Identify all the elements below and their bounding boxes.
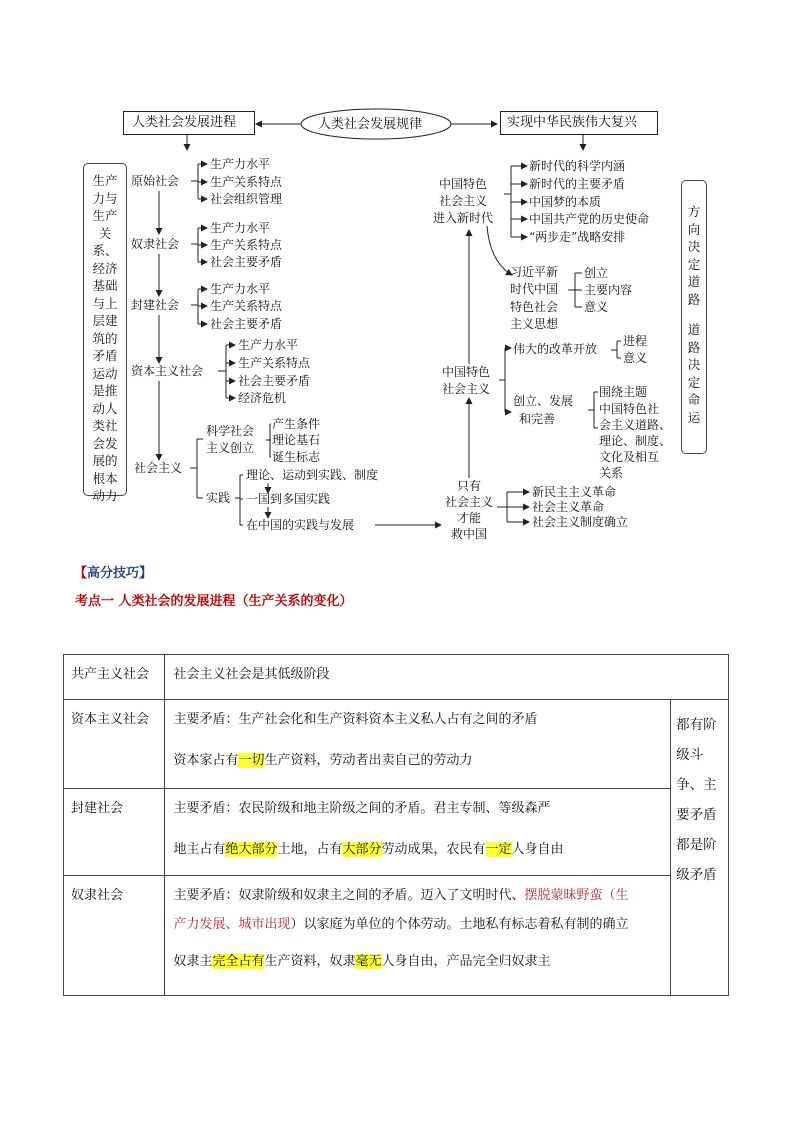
fundamental-driver-text: 生产力与生产关系、经济基础与上层建筑的矛盾运动是推动人类社会发展的根本动力 [92,173,118,503]
only-socialism-line: 救中国 [451,527,488,541]
highlight-segment: 完全占有 [212,954,265,969]
scientific-socialism-line1: 科学社会 [206,424,255,438]
new-era-item: “两步走”战略安排 [529,230,626,244]
only-socialism-line: 只有 [457,479,482,493]
xi-thought-line: 主义思想 [510,317,559,331]
capitalist-society-name: 资本主义社会 [71,712,150,727]
slave-ownership [165,932,670,969]
tip-heading: 【高分技巧】 [74,566,153,581]
establish-item: 会主义道路、 [599,418,672,432]
red-segment: 摆脱蒙昧野蛮 [524,888,603,903]
reform-label: 伟大的改革开放 [513,342,598,356]
establish-item: 中国特色社 [599,402,660,416]
xi-thought-line: 习近平新 [510,265,559,279]
row-name-cell [64,655,165,700]
text-segment: 劳动成果，农民有 [381,842,486,857]
text-segment: ）以家庭为单位的个体劳动。土地私有标志着私有制的确立 [290,917,629,932]
highlight-segment: 一切 [238,753,265,768]
row-name-cell [64,789,165,876]
xi-thought-line: 时代中国 [510,282,559,296]
feudal-society-name: 封建社会 [71,801,124,816]
sci-socialism-item: 产生条件 [272,417,321,431]
row-content-cell [165,876,671,996]
slave-contradiction [165,876,670,903]
row-content-cell [165,655,729,700]
practice-item: 在中国的实践与发展 [246,518,355,532]
slave-item: 生产关系特点 [210,238,283,252]
row-content-cell [165,700,671,789]
side-note: 都有阶级斗争、主要矛盾都是阶级矛盾 [676,717,717,883]
row-content-cell [165,789,671,876]
primitive-item: 生产力水平 [210,157,271,171]
slave-item: 社会主要矛盾 [210,255,283,269]
row-name-cell [64,700,165,789]
csc-line: 社会主义 [442,382,491,396]
communist-society-text: 社会主义社会是其低级阶段 [173,667,330,682]
text-segment: 主要矛盾：奴隶阶级和奴隶主之间的矛盾。迈入了文明时代、 [173,888,525,903]
establish-item: 文化及相互 [599,450,660,464]
csc-line: 中国特色 [442,365,491,379]
practice-item: 理论、运动到实践、制度 [246,468,379,482]
highlight-segment: 大部分 [342,842,382,857]
sci-socialism-item: 理论基石 [272,433,321,447]
text-segment: 人身自由 [511,842,564,857]
xi-thought-line: 特色社会 [510,300,559,314]
primitive-society: 原始社会 [131,174,180,188]
capitalist-contradiction: 主要矛盾：生产社会化和生产资料资本主义私人占有之间的矛盾 [173,712,538,727]
slave-item: 生产力水平 [210,221,271,235]
table-row [64,700,729,789]
right-vertical-box [681,180,707,454]
capitalist-society: 资本主义社会 [131,364,204,378]
text-segment: 奴隶主 [173,954,213,969]
only-socialism-line: 社会主义 [445,495,494,509]
primitive-item: 生产关系特点 [210,175,283,189]
practice-item: 一国到多国实践 [246,492,331,506]
capitalist-item: 生产力水平 [238,338,299,352]
capitalist-item: 经济危机 [238,391,287,405]
establish-line: 和完善 [519,412,556,426]
new-era-item: 中国共产党的历史使命 [529,212,650,226]
feudal-item: 生产力水平 [210,282,271,296]
table-row [64,876,729,996]
socialist-society: 社会主义 [134,461,183,475]
text-segment: 地主占有 [173,842,226,857]
highlight-segment: 毫无 [355,954,382,969]
new-era-line: 中国特色 [439,177,488,191]
only-socialism-line: 才能 [457,511,482,525]
left-vertical-box [83,163,127,503]
feudal-society: 封建社会 [131,298,180,312]
side-note-cell [671,700,729,996]
red-segment: 生 [615,888,629,903]
primitive-item: 社会组织管理 [210,192,283,206]
red-segment: 产力发展、城市出现 [173,917,291,932]
new-era-line: 进入新时代 [433,211,494,225]
capitalist-item: 生产关系特点 [238,356,311,370]
only-socialism-item: 社会主义制度确立 [532,515,629,529]
highlight-segment: 绝大部分 [225,842,278,857]
new-era-line: 社会主义 [439,194,488,208]
scientific-socialism-line2: 主义创立 [206,441,255,455]
feudal-ownership [165,816,670,857]
establish-line: 创立、发展 [513,394,574,408]
practice-label: 实践 [206,491,231,505]
text-segment: 生产资料，劳动者出卖自己的劳动力 [264,753,473,768]
only-socialism-item: 社会主义革命 [532,500,605,514]
new-era-item: 中国梦的本质 [529,195,602,209]
xi-thought-item: 意义 [584,300,609,314]
xi-thought-item: 主要内容 [584,283,633,297]
sci-socialism-item: 诞生标志 [272,450,321,464]
text-segment: 资本家占有 [173,753,239,768]
capitalist-item: 社会主要矛盾 [238,374,311,388]
text-segment: 人身自由，产品完全归奴隶主 [381,954,551,969]
new-era-item: 新时代的科学内涵 [529,159,626,173]
slave-development [165,903,670,932]
comparison-table [63,654,729,996]
section-title: 考点一 人类社会的发展进程（生产关系的变化） [75,594,353,609]
communist-society-name: 共产主义社会 [71,667,150,682]
new-era-item: 新时代的主要矛盾 [529,177,626,191]
establish-item: 关系 [599,466,624,480]
table-row [64,655,729,700]
table-row [64,789,729,876]
text-segment: 土地，占有 [277,842,343,857]
highlight-segment: 一定 [485,842,512,857]
row-name-cell [64,876,165,996]
national-rejuvenation-box [500,111,658,135]
feudal-item: 社会主要矛盾 [210,317,283,331]
national-rejuvenation-label: 实现中华民族伟大复兴 [507,115,638,130]
establish-item: 围绕主题 [599,385,648,399]
human-society-process-box [123,111,255,135]
slave-society-name: 奴隶社会 [71,888,124,903]
direction-decides-road: 方向决定道路 [687,204,701,307]
feudal-contradiction: 主要矛盾：农民阶级和地主阶级之间的矛盾。君主专制、等级森严 [173,801,551,816]
only-socialism-item: 新民主主义革命 [532,485,617,499]
capitalist-ownership [165,727,670,768]
slave-society: 奴隶社会 [131,237,180,251]
tip-text: 高分技巧】 [87,566,153,581]
center-oval-label: 人类社会发展规律 [318,117,423,132]
establish-item: 理论、制度、 [599,434,672,448]
reform-item: 意义 [623,351,648,365]
human-society-process-label: 人类社会发展进程 [132,115,237,130]
red-segment: （ [602,888,616,903]
reform-item: 进程 [623,334,648,348]
road-decides-fate: 道路决定命运 [687,322,701,425]
xi-thought-item: 创立 [584,266,609,280]
text-segment: 生产资料，奴隶 [264,954,356,969]
feudal-item: 生产关系特点 [210,299,283,313]
